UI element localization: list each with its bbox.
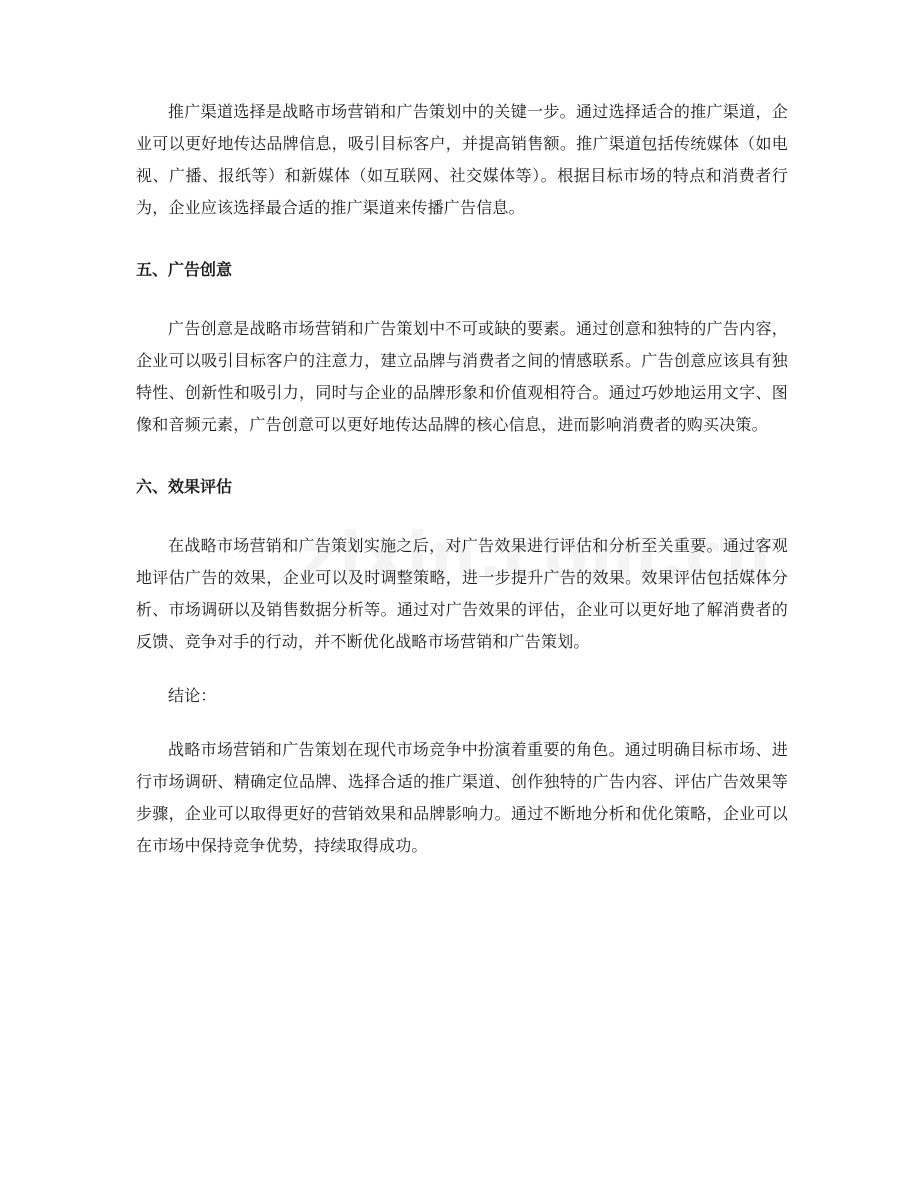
- paragraph-ad-creative: 广告创意是战略市场营销和广告策划中不可或缺的要素。通过创意和独特的广告内容，企业可以吸引目标客户的注意力，建立品牌与消费者之间的情感联系。广告创意应该具有独特性、创新性和吸引力，同时与企业的品牌形象和价值观相符合。通过巧妙地运用文字、图像和音频元素，广告创意可以更好地传达品牌的核心信息，进而影响消费者的购买决策。: [136, 319, 788, 434]
- section-heading-ad-creative: 五、广告创意: [136, 260, 233, 279]
- paragraph-conclusion: 战略市场营销和广告策划在现代市场竞争中扮演着重要的角色。通过明确目标市场、进行市场调研、精确定位品牌、选择合适的推广渠道、创作独特的广告内容、评估广告效果等步骤，企业可以取得更好的营销效果和品牌影响力。通过不断地分析和优化策略，企业可以在市场中保持竞争优势，持续取得成功。: [136, 740, 788, 855]
- paragraph-effect-evaluation: 在战略市场营销和广告策划实施之后，对广告效果进行评估和分析至关重要。通过客观地评估广告的效果，企业可以及时调整策略，进一步提升广告的效果。效果评估包括媒体分析、市场调研以及销售数据分析等。通过对广告效果的评估，企业可以更好地了解消费者的反馈、竞争对手的行动，并不断优化战略市场营销和广告策划。: [136, 536, 788, 651]
- document-body: [136, 96, 788, 862]
- conclusion-label: 结论：: [168, 686, 217, 705]
- paragraph-promotion-channels: 推广渠道选择是战略市场营销和广告策划中的关键一步。通过选择适合的推广渠道，企业可以更好地传达品牌信息，吸引目标客户，并提高销售额。推广渠道包括传统媒体（如电视、广播、报纸等）和新媒体（如互联网、社交媒体等）。根据目标市场的特点和消费者行为，企业应该选择最合适的推广渠道来传播广告信息。: [136, 102, 788, 217]
- section-heading-effect-evaluation: 六、效果评估: [136, 477, 233, 496]
